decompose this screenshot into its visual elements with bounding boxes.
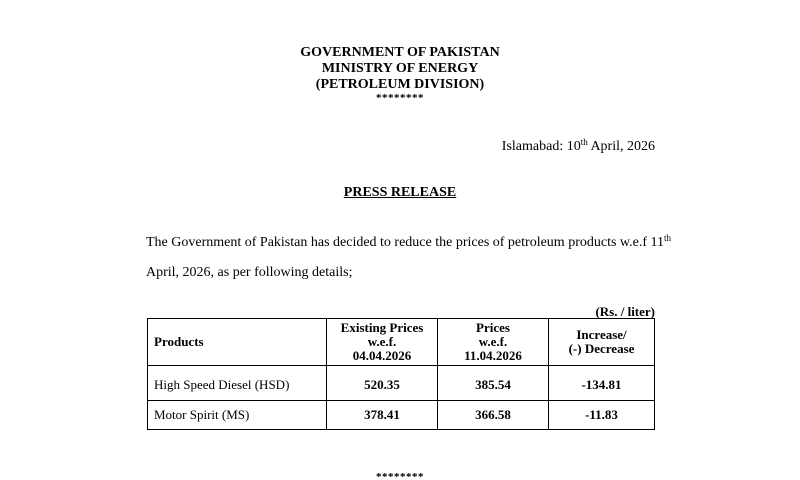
document-header bbox=[0, 45, 800, 103]
header-existing-l1: Existing Prices bbox=[340, 320, 424, 335]
date-rest: April, 2026 bbox=[587, 139, 655, 154]
header-ministry: MINISTRY OF ENERGY bbox=[321, 61, 479, 76]
table-row bbox=[148, 366, 655, 401]
header-existing-l2: w.e.f. bbox=[367, 334, 397, 349]
new-price-cell: 385.54 bbox=[438, 366, 549, 401]
header-division: (PETROLEUM DIVISION) bbox=[315, 77, 485, 92]
header-government: GOVERNMENT OF PAKISTAN bbox=[300, 45, 500, 60]
product-cell: High Speed Diesel (HSD) bbox=[148, 366, 327, 401]
body-line-1-sup: th bbox=[663, 233, 671, 243]
body-paragraph bbox=[146, 228, 671, 288]
change-cell: -134.81 bbox=[549, 366, 655, 401]
date-prefix: Islamabad: 10 bbox=[501, 139, 581, 154]
change-cell: -11.83 bbox=[549, 401, 655, 430]
header-existing-l3: 04.04.2026 bbox=[352, 348, 412, 363]
header-increase-decrease bbox=[549, 319, 655, 366]
body-line-1-text: The Government of Pakistan has decided to reduce the prices of petroleum products w.e.f 11 bbox=[146, 235, 664, 250]
header-new-prices bbox=[438, 319, 549, 366]
header-existing-prices bbox=[327, 319, 438, 366]
header-change-l1: Increase/ bbox=[576, 327, 627, 342]
existing-price-cell: 378.41 bbox=[327, 401, 438, 430]
header-new-l2: w.e.f. bbox=[478, 334, 508, 349]
product-cell: Motor Spirit (MS) bbox=[148, 401, 327, 430]
table-row bbox=[148, 401, 655, 430]
new-price-cell: 366.58 bbox=[438, 401, 549, 430]
date-line bbox=[502, 139, 655, 155]
header-products: Products bbox=[148, 319, 327, 366]
price-table bbox=[147, 318, 655, 430]
header-new-l3: 11.04.2026 bbox=[464, 348, 522, 363]
existing-price-cell: 520.35 bbox=[327, 366, 438, 401]
body-line-2: April, 2026, as per following details; bbox=[146, 265, 353, 280]
header-new-l1: Prices bbox=[476, 320, 510, 335]
press-release-title: PRESS RELEASE bbox=[343, 185, 457, 200]
table-header-row bbox=[148, 319, 655, 366]
date-suffix: th bbox=[580, 137, 588, 147]
header-stars: ******** bbox=[376, 92, 424, 104]
unit-note: (Rs. / liter) bbox=[595, 304, 655, 319]
footer-stars: ******** bbox=[376, 471, 424, 480]
body-line-1 bbox=[146, 228, 671, 258]
header-change-l2: (-) Decrease bbox=[568, 341, 635, 356]
